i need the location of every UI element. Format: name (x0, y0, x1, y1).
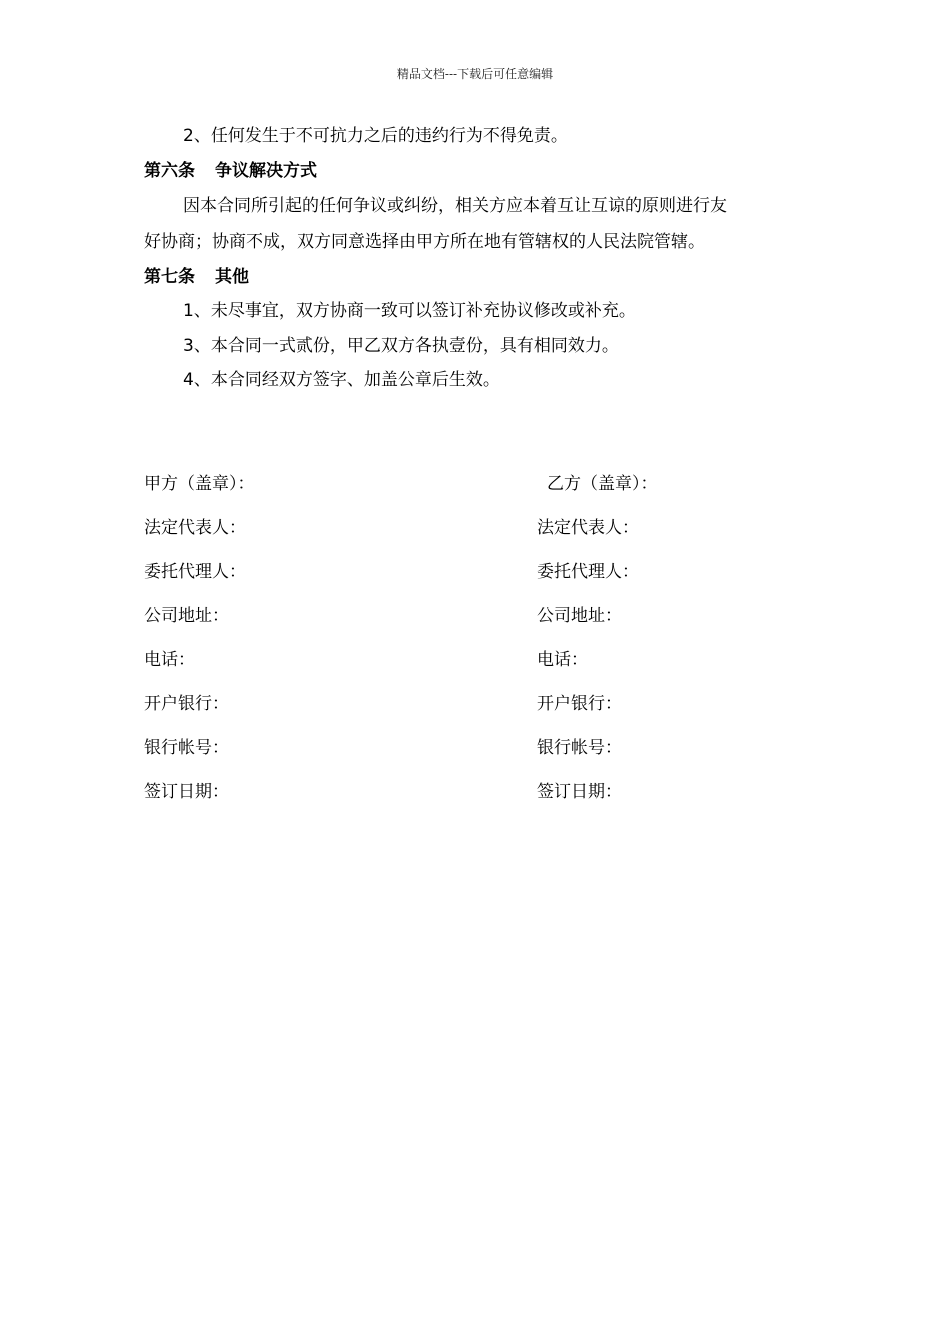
article7-heading (144, 265, 249, 289)
article7-number: 第七条 (144, 267, 195, 287)
party-a-field: 公司地址： (144, 606, 229, 626)
page-header: 精品文档---下载后可任意编辑 (396, 67, 554, 81)
party-b-field: 银行帐号： (537, 738, 622, 758)
party-b-field: 开户银行： (537, 694, 622, 714)
party-b-field: 电话： (537, 650, 588, 670)
party-a-field: 法定代表人： (144, 518, 246, 538)
article7-title: 其他 (215, 267, 249, 287)
article6-heading (144, 159, 317, 183)
party-a-field: 签订日期： (144, 782, 229, 802)
article7-item: 4、本合同经双方签字、加盖公章后生效。 (183, 370, 500, 390)
party-a-field: 电话： (144, 650, 195, 670)
article6-title: 争议解决方式 (215, 161, 317, 181)
party-b-field: 签订日期： (537, 782, 622, 802)
article6-paragraph-line1: 因本合同所引起的任何争议或纠纷，相关方应本着互让互谅的原则进行友 (183, 196, 727, 216)
article6-number: 第六条 (144, 161, 195, 181)
article7-item: 3、本合同一式贰份，甲乙双方各执壹份，具有相同效力。 (183, 336, 619, 356)
party-a-field: 委托代理人： (144, 562, 246, 582)
party-b-title: 乙方（盖章）： (547, 474, 658, 494)
party-a-field: 开户银行： (144, 694, 229, 714)
article7-item: 1、未尽事宜，双方协商一致可以签订补充协议修改或补充。 (183, 301, 636, 321)
clause5-item-2: 2、任何发生于不可抗力之后的违约行为不得免责。 (183, 126, 568, 146)
party-b-field: 法定代表人： (537, 518, 639, 538)
party-b-field: 委托代理人： (537, 562, 639, 582)
party-a-field: 银行帐号： (144, 738, 229, 758)
party-a-title: 甲方（盖章）： (144, 474, 255, 494)
party-b-field: 公司地址： (537, 606, 622, 626)
article6-paragraph-line2: 好协商；协商不成，双方同意选择由甲方所在地有管辖权的人民法院管辖。 (144, 232, 705, 252)
